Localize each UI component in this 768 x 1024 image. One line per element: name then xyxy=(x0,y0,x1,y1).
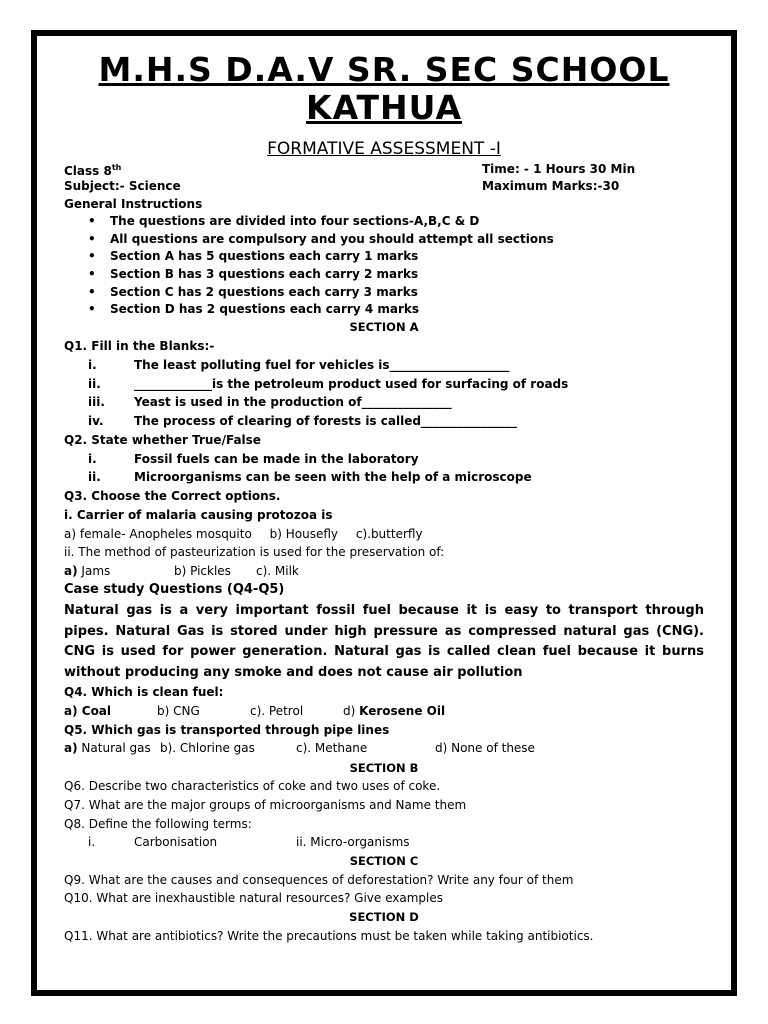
q3-part2-options: a) Jams b) Pickles c). Milk xyxy=(64,564,299,578)
instruction-item: • All questions are compulsory and you should attempt all sections xyxy=(88,232,554,246)
max-marks-label: Maximum Marks:-30 xyxy=(482,179,620,193)
school-city: KATHUA xyxy=(306,88,462,127)
instruction-item: • Section D has 2 questions each carry 4 marks xyxy=(88,302,419,316)
subject-label: Subject:- Science xyxy=(64,179,181,193)
q8-terms: i. Carbonisation ii. Micro-organisms xyxy=(88,835,410,849)
q2-item: i. Fossil fuels can be made in the laboratory xyxy=(88,452,419,466)
q3-title: Q3. Choose the Correct options. xyxy=(64,489,281,503)
q4-options: a) Coal b) CNG c). Petrol d) Kerosene Oil xyxy=(64,704,446,718)
q8-title: Q8. Define the following terms: xyxy=(64,817,252,831)
case-study-paragraph: Natural gas is a very important fossil fuel because it is easy to transport through pipes. Natural Gas is stored under high pressure as compressed natural gas (CNG). CNG is used for power generation. Natural gas is called clean fuel because it burns without producing any smoke and does not cause air pollution xyxy=(64,603,704,680)
q4-title: Q4. Which is clean fuel: xyxy=(64,685,224,699)
q3-part1-options xyxy=(64,526,423,542)
section-a-heading: SECTION A xyxy=(349,320,419,334)
time-label: Time: - 1 Hours 30 Min xyxy=(482,162,636,176)
instruction-item: • The questions are divided into four sections-A,B,C & D xyxy=(88,214,480,228)
q9: Q9. What are the causes and consequences of deforestation? Write any four of them xyxy=(64,873,574,887)
q2-title: Q2. State whether True/False xyxy=(64,433,261,447)
q1-title: Q1. Fill in the Blanks:- xyxy=(64,339,215,353)
instruction-item: • Section C has 2 questions each carry 3 marks xyxy=(88,285,418,299)
section-d-heading: SECTION D xyxy=(349,910,419,924)
q5-options: a) Natural gas b). Chlorine gas c). Methane d) None of these xyxy=(64,741,535,755)
q10: Q10. What are inexhaustible natural resources? Give examples xyxy=(64,891,444,905)
q3-part2: ii. The method of pasteurization is used for the preservation of: xyxy=(64,545,445,559)
school-name: M.H.S D.A.V SR. SEC SCHOOL xyxy=(98,50,670,89)
option: c).butterfly xyxy=(355,527,423,541)
section-b-heading: SECTION B xyxy=(349,761,419,775)
option: b) Housefly xyxy=(269,527,339,541)
assessment-title: FORMATIVE ASSESSMENT -I xyxy=(267,139,501,159)
q1-item: iii. Yeast is used in the production of_______________ xyxy=(88,395,452,409)
option: a) female- Anopheles mosquito xyxy=(64,527,252,541)
q6: Q6. Describe two characteristics of coke and two uses of coke. xyxy=(64,779,441,793)
q2-item: ii. Microorganisms can be seen with the help of a microscope xyxy=(88,470,532,484)
general-instructions-heading: General Instructions xyxy=(64,197,203,211)
q1-item: iv. The process of clearing of forests is called________________ xyxy=(88,414,517,428)
class-label: Class 8th xyxy=(64,163,122,178)
instruction-item: • Section B has 3 questions each carry 2 marks xyxy=(88,267,419,281)
q1-item: i. The least polluting fuel for vehicles is____________________ xyxy=(88,358,510,372)
q7: Q7. What are the major groups of microorganisms and Name them xyxy=(64,798,467,812)
instruction-item: • Section A has 5 questions each carry 1 marks xyxy=(88,249,419,263)
q3-part1: i. Carrier of malaria causing protozoa is xyxy=(64,508,333,522)
case-study-title: Case study Questions (Q4-Q5) xyxy=(64,582,285,597)
q1-item: ii. _____________is the petroleum product used for surfacing of roads xyxy=(88,377,569,391)
q5-title: Q5. Which gas is transported through pipe lines xyxy=(64,723,390,737)
section-c-heading: SECTION C xyxy=(349,854,419,868)
q11: Q11. What are antibiotics? Write the precautions must be taken while taking antibiotics. xyxy=(64,929,594,943)
